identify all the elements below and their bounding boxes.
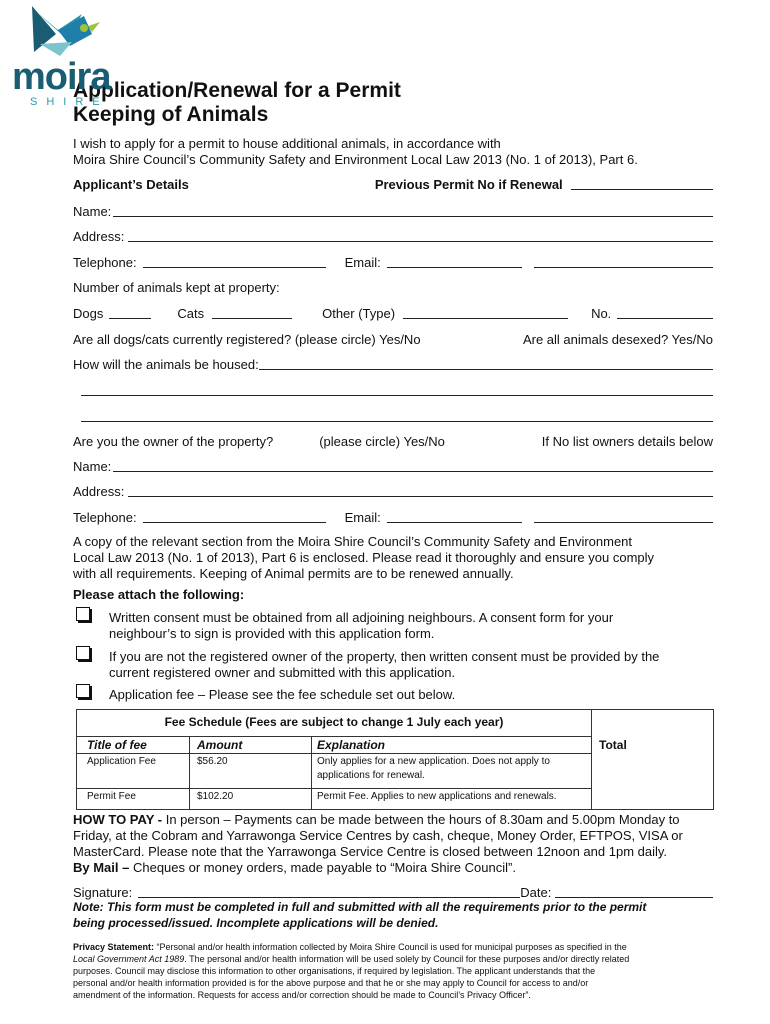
owner-question: Are you the owner of the property? xyxy=(73,434,274,449)
attach-item-1 xyxy=(109,610,717,642)
how-to-pay xyxy=(73,812,723,876)
other-type-label: Other (Type) xyxy=(322,306,396,321)
fee-schedule-table xyxy=(76,709,714,810)
fee-col-amount: Amount xyxy=(197,738,243,752)
owner-question-row xyxy=(73,431,713,449)
other-type-field[interactable] xyxy=(403,306,568,319)
housed-line-3 xyxy=(79,406,713,424)
applicant-name-label: Name: xyxy=(73,204,112,219)
date-field[interactable] xyxy=(555,885,713,898)
signature-row xyxy=(73,882,713,900)
other-number-field[interactable] xyxy=(617,306,713,319)
applicant-contact-row xyxy=(73,252,713,270)
attach-heading: Please attach the following: xyxy=(73,587,245,602)
intro-line-1: I wish to apply for a permit to house additional animals, in accordance with xyxy=(73,136,501,151)
attach-item-2-line-2: current registered owner and submitted with this application. xyxy=(109,665,456,680)
fee-row-1-explanation-line-1: Only applies for a new application. Does not apply to xyxy=(317,756,550,767)
fee-total-field[interactable] xyxy=(592,754,712,808)
privacy-text-1: “Personal and/or health information collected by Moira Shire Council is used for municipal purposes as specified in the xyxy=(154,942,627,952)
fee-row-1-explanation xyxy=(317,755,550,783)
attach-item-2-line-1: If you are not the registered owner of the property, then written consent must be provided by the xyxy=(109,649,660,664)
completion-note xyxy=(73,899,723,931)
logo-word: moira xyxy=(12,56,111,98)
attach-item-2 xyxy=(109,649,717,681)
cats-field[interactable] xyxy=(212,306,292,319)
how-to-pay-mail xyxy=(73,860,723,876)
fee-row-2-title: Permit Fee xyxy=(87,791,136,802)
applicant-name-field[interactable] xyxy=(113,204,713,217)
fee-col-explanation: Explanation xyxy=(317,738,386,752)
privacy-line-4: personal and/or health information provided is for the above purpose and that he or she may apply to Council for access to and/or xyxy=(73,978,589,988)
signature-field[interactable] xyxy=(138,885,520,898)
logo-subtitle: SHIRE xyxy=(30,96,109,108)
owner-name-row xyxy=(73,456,713,474)
fee-schedule-heading: Fee Schedule (Fees are subject to change 1 July each year) xyxy=(164,715,504,729)
signature-label: Signature: xyxy=(73,885,133,900)
animal-count-row xyxy=(73,277,713,295)
privacy-line-5: amendment of the information. Requests for access and/or correction should be made to Council’s Privacy Officer”. xyxy=(73,990,531,1000)
applicant-telephone-field[interactable] xyxy=(143,255,326,268)
fee-row-2-explanation: Permit Fee. Applies to new applications and renewals. xyxy=(317,791,557,802)
applicant-address-field[interactable] xyxy=(128,229,713,242)
privacy-text-2: . The personal and/or health information will be used solely by Council for these purposes and/or directly related xyxy=(184,954,630,964)
privacy-line-3: purposes. Council may disclose this information to other organisations, if required by legislation. The applicant understands that the xyxy=(73,966,596,976)
owner-if-no: If No list owners details below xyxy=(541,434,713,449)
note-line-2: being processed/issued. Incomplete applications will be denied. xyxy=(73,916,439,930)
housed-label: How will the animals be housed: xyxy=(73,357,259,372)
attach-item-1-line-2: neighbour’s to sign is provided with this application form. xyxy=(109,626,435,641)
title-line-1: Application/Renewal for a Permit xyxy=(73,79,401,102)
attach-item-3-line-1: Application fee – Please see the fee schedule set out below. xyxy=(109,687,456,702)
fee-row-2-amount: $102.20 xyxy=(197,791,234,802)
intro-line-2: Moira Shire Council’s Community Safety and Environment Local Law 2013 (No. 1 of 2013), Part 6. xyxy=(73,152,638,167)
fee-row-1-amount: $56.20 xyxy=(197,756,228,767)
fee-row-1-title: Application Fee xyxy=(87,756,156,767)
applicant-address-label: Address: xyxy=(73,229,125,244)
registered-row xyxy=(73,329,713,347)
mail-text: Cheques or money orders, made payable to “Moira Shire Council”. xyxy=(129,860,516,875)
applicant-email-field[interactable] xyxy=(387,255,522,268)
owner-name-label: Name: xyxy=(73,459,112,474)
how-to-pay-line-1 xyxy=(73,812,723,828)
title-line-2: Keeping of Animals xyxy=(73,103,269,126)
applicant-address-row xyxy=(73,226,713,244)
housed-row xyxy=(73,354,713,372)
page-title xyxy=(73,79,401,127)
attach-item-3 xyxy=(109,687,717,703)
applicant-details-heading: Applicant’s Details xyxy=(73,177,189,192)
owner-telephone-field[interactable] xyxy=(143,510,326,523)
registered-question: Are all dogs/cats currently registered? (please circle) Yes/No xyxy=(73,332,421,347)
fee-row-1-explanation-line-2: applications for renewal. xyxy=(317,770,425,781)
owner-email-label: Email: xyxy=(344,510,381,525)
owner-telephone-label: Telephone: xyxy=(73,510,137,525)
housed-field-2[interactable] xyxy=(81,383,713,396)
applicant-email-label: Email: xyxy=(344,255,381,270)
previous-permit-field[interactable] xyxy=(571,177,713,190)
previous-permit-label: Previous Permit No if Renewal xyxy=(374,177,563,192)
privacy-statement xyxy=(73,941,714,1001)
desexed-question: Are all animals desexed? Yes/No xyxy=(522,332,713,347)
owner-circle: (please circle) Yes/No xyxy=(319,434,445,449)
applicant-heading-row xyxy=(73,174,713,192)
how-to-pay-line-2: Friday, at the Cobram and Yarrawonga Service Centres by cash, cheque, Money Order, EFTPOS, VISA or xyxy=(73,828,683,843)
applicant-email-field-2[interactable] xyxy=(534,255,713,268)
animal-types-row xyxy=(73,303,713,321)
dogs-label: Dogs xyxy=(73,306,104,321)
copy-note xyxy=(73,534,723,582)
copy-note-line-3: with all requirements. Keeping of Animal permits are to be renewed annually. xyxy=(73,566,514,581)
owner-address-row xyxy=(73,481,713,499)
note-line-1: Note: This form must be completed in full and submitted with all the requirements prior to the permit xyxy=(73,900,647,914)
other-number-label: No. xyxy=(591,306,612,321)
attach-checkbox-1[interactable] xyxy=(76,607,90,621)
copy-note-line-2: Local Law 2013 (No. 1 of 2013), Part 6 is enclosed. Please read it thoroughly and ensure you comply xyxy=(73,550,655,565)
how-to-pay-line-1-text: In person – Payments can be made between the hours of 8.30am and 5.00pm Monday to xyxy=(162,812,680,827)
how-to-pay-heading: HOW TO PAY - xyxy=(73,812,163,827)
date-label: Date: xyxy=(520,885,552,900)
fee-col-title: Title of fee xyxy=(87,738,147,752)
dogs-field[interactable] xyxy=(109,306,151,319)
privacy-line-1 xyxy=(73,941,714,953)
cats-label: Cats xyxy=(177,306,205,321)
privacy-act: Local Government Act 1989 xyxy=(73,954,185,964)
animal-count-label: Number of animals kept at property: xyxy=(73,280,280,295)
attach-checkbox-2[interactable] xyxy=(76,646,90,660)
intro-text xyxy=(73,136,638,168)
applicant-telephone-label: Telephone: xyxy=(73,255,137,270)
attach-checkbox-3[interactable] xyxy=(76,684,90,698)
owner-email-field-2[interactable] xyxy=(534,510,713,523)
privacy-line-2 xyxy=(73,953,714,965)
fee-col-total: Total xyxy=(599,738,627,752)
housed-field[interactable] xyxy=(259,357,713,370)
housed-line-2 xyxy=(79,380,713,398)
owner-email-field[interactable] xyxy=(387,510,522,523)
owner-contact-row xyxy=(73,507,713,525)
owner-address-label: Address: xyxy=(73,484,125,499)
copy-note-line-1: A copy of the relevant section from the Moira Shire Council’s Community Safety and Environment xyxy=(73,534,633,549)
applicant-name-row xyxy=(73,201,713,219)
owner-address-field[interactable] xyxy=(128,484,713,497)
moira-bird-icon xyxy=(0,0,130,60)
privacy-label: Privacy Statement: xyxy=(73,942,155,952)
attach-item-1-line-1: Written consent must be obtained from all adjoining neighbours. A consent form for your xyxy=(109,610,614,625)
owner-name-field[interactable] xyxy=(113,459,713,472)
how-to-pay-line-3: MasterCard. Please note that the Yarrawonga Service Centre is closed between 12noon and 1pm daily. xyxy=(73,844,668,859)
housed-field-3[interactable] xyxy=(81,409,713,422)
mail-label: By Mail – xyxy=(73,860,130,875)
